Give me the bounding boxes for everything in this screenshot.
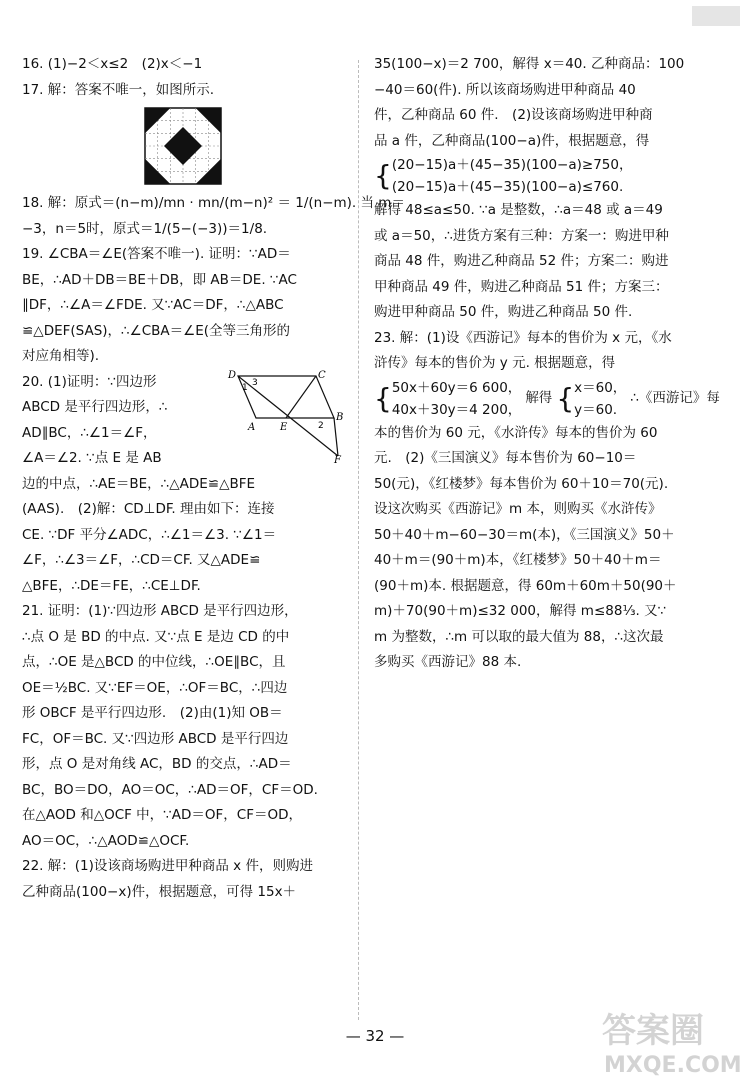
answer-21-line-1: 21. 证明：(1)∵四边形 ABCD 是平行四边形， (22, 603, 298, 619)
answer-23-line-9: 40＋m＝(90＋m)本，《红楼梦》50＋40＋m＝ (374, 552, 662, 568)
answer-23-line-1: 23. 解：(1)设《西游记》每本的售价为 x 元，《水 (374, 329, 672, 346)
answer-19-line-2: BE，∴AD＋DB＝BE＋DB，即 AB＝DE. ∵AC (22, 271, 297, 288)
label-angle-3: 3 (252, 377, 258, 388)
answer-23-line-12: m 为整数，∴m 可以取的最大值为 88，∴这次最 (374, 628, 664, 645)
answer-22-cont-line-4: 品 a 件，乙种商品(100−a)件，根据题意，得 (374, 132, 650, 149)
watermark-corner-mark (684, 0, 744, 34)
brace-icon: { (374, 381, 392, 415)
answer-23-line-7: 设这次购买《西游记》m 本，则购买《水浒传》 (374, 501, 662, 517)
answer-23-line-8: 50＋40＋m−60−30＝m(本)，《三国演义》50＋ (374, 526, 675, 543)
answer-18-line-2: −3，n＝5时，原式＝1/(5−(−3))＝1/8. (22, 220, 268, 237)
answer-21-line-5: 形 OBCF 是平行四边形. (2)由(1)知 OB＝ (22, 705, 283, 721)
watermark-url: MXQE.COM (604, 1053, 742, 1078)
answer-21-line-2: ∴点 O 是 BD 的中点. 又∵点 E 是边 CD 的中 (22, 628, 290, 645)
answer-22-line-1: 22. 解：(1)设该商场购进甲种商品 x 件，则购进 (22, 858, 313, 874)
answer-17: 17. 解：答案不唯一，如图所示. (22, 81, 215, 98)
label-d: D (228, 369, 237, 381)
inequality-1: (20−15)a＋(45−35)(100−a)≥750， (391, 157, 633, 173)
equation-2: 40x＋30y＝4 200， (391, 401, 522, 418)
answer-22-cont-line-9: 商品 48 件，购进乙种商品 52 件；方案二：购进 (374, 253, 669, 269)
answer-20-line-2: ABCD 是平行四边形，∴ (22, 399, 168, 415)
answer-21-line-9: 在△AOD 和△OCF 中，∵AD＝OF，CF＝OD， (22, 807, 303, 823)
right-column (374, 52, 724, 676)
label-b: B (336, 411, 344, 423)
answer-21-line-3: 点，∴OE 是△BCD 的中位线，∴OE∥BC，且 (22, 654, 286, 670)
label-c: C (318, 369, 326, 381)
answer-22-cont-line-8: 或 a＝50，∴进货方案有三种：方案一：购进甲种 (374, 227, 669, 244)
answer-20-line-5: 边的中点，∴AE＝BE，∴△ADE≌△BFE (22, 475, 256, 492)
answer-20-line-3: AD∥BC，∴∠1＝∠F， (22, 424, 157, 441)
solution-x: x＝60， (574, 379, 627, 396)
page-number: — 32 — (345, 1027, 405, 1045)
answer-23-line-4: 本的售价为 60 元，《水浒传》每本的售价为 60 (374, 424, 658, 441)
inequality-2: (20−15)a＋(45−35)(100−a)≤760. (391, 179, 624, 195)
label-f: F (334, 454, 341, 466)
answer-21-line-6: FC，OF＝BC. 又∵四边形 ABCD 是平行四边 (22, 730, 289, 747)
answer-22-cont-line-11: 购进甲种商品 50 件，购进乙种商品 50 件. (374, 304, 633, 320)
answer-16: 16. (1)−2＜x≤2 (2)x＜−1 (22, 56, 203, 72)
answer-22-cont-line-2: −40＝60(件). 所以该商场购进甲种商品 40 (374, 81, 636, 98)
answer-20-block (22, 370, 344, 600)
answer-22-cont-line-1: 35(100−x)＝2 700，解得 x＝40. 乙种商品：100 (374, 56, 685, 72)
answer-21-line-4: OE＝½BC. 又∵EF＝OE，∴OF＝BC，∴四边 (22, 679, 288, 696)
watermark-logo (592, 1000, 742, 1080)
answer-20-line-9: △BFE，∴DE＝FE，∴CE⊥DF. (22, 577, 201, 594)
answer-23-line-13: 多购买《西游记》88 本. (374, 654, 522, 670)
solution-y: y＝60. (574, 401, 618, 418)
answer-23-line-10: (90＋m)本. 根据题意，得 60m＋60m＋50(90＋ (374, 577, 677, 594)
answer-22-line-2: 乙种商品(100−x)件，根据题意，可得 15x＋ (22, 883, 297, 900)
answer-23-line-5: 元. (2)《三国演义》每本售价为 60−10＝ (374, 450, 637, 466)
answer-22-cont-line-3: 件，乙种商品 60 件. (2)设该商场购进甲种商 (374, 107, 653, 123)
label-e: E (280, 421, 288, 433)
equation-1: 50x＋60y＝6 600， (391, 379, 522, 396)
answer-23-equation-system (374, 377, 724, 421)
answer-23-line-2: 浒传》每本的售价为 y 元. 根据题意，得 (374, 355, 616, 371)
answer-21-line-10: AO＝OC，∴△AOD≌△OCF. (22, 832, 190, 849)
answer-22-cont-line-7: 解得 48≤a≤50. ∵a 是整数，∴a＝48 或 a＝49 (374, 202, 663, 218)
answer-20-line-7: CE. ∵DF 平分∠ADC，∴∠1＝∠3. ∵∠1＝ (22, 526, 277, 543)
label-a: A (248, 421, 256, 433)
label-angle-1: 1 (242, 382, 248, 393)
answer-23-line-6: 50(元)，《红楼梦》每本售价为 60＋10＝70(元). (374, 475, 669, 492)
answer-17-grid-figure (144, 107, 222, 185)
label-angle-2: 2 (318, 420, 324, 431)
answer-20-line-4: ∠A＝∠2. ∵点 E 是 AB (22, 450, 162, 466)
answer-22-cont-line-10: 甲种商品 49 件，购进乙种商品 51 件；方案三： (374, 278, 669, 295)
answer-22-inequality-system (374, 154, 724, 198)
answer-19-line-1: 19. ∠CBA＝∠E(答案不唯一). 证明：∵AD＝ (22, 246, 291, 262)
brace-icon: { (374, 159, 392, 192)
answer-19-line-3: ∥DF，∴∠A＝∠FDE. 又∵AC＝DF，∴△ABC (22, 297, 284, 313)
answer-23-line-11: m)＋70(90＋m)≤32 000，解得 m≤88⅓. 又∵ (374, 603, 667, 619)
answer-18-line-1: 18. 解：原式＝(n−m)/mn · mn/(m−n)² ＝ 1/(n−m). 当 m＝ (22, 195, 405, 211)
answer-21-line-7: 形，点 O 是对角线 AC，BD 的交点，∴AD＝ (22, 756, 292, 772)
answer-23-conclusion-start: ∴《西游记》每 (630, 389, 720, 406)
left-column (22, 52, 405, 905)
answer-20-parallelogram-figure (226, 368, 344, 464)
solve-word: 解得 (525, 389, 553, 406)
answer-20-line-8: ∠F，∴∠3＝∠F，∴CD＝CF. 又△ADE≌ (22, 552, 261, 568)
answer-20-line-6: (AAS). (2)解：CD⊥DF. 理由如下：连接 (22, 501, 275, 517)
watermark-text: 答案圈 (602, 1011, 704, 1051)
answer-19-line-5: 对应角相等). (22, 348, 100, 364)
brace-icon: { (556, 381, 575, 415)
answer-21-line-8: BC，BO＝DO，AO＝OC，∴AD＝OF，CF＝OD. (22, 781, 318, 798)
answer-19-line-4: ≌△DEF(SAS)，∴∠CBA＝∠E(全等三角形的 (22, 322, 291, 339)
answer-20-line-1: 20. (1)证明：∵四边形 (22, 373, 157, 390)
